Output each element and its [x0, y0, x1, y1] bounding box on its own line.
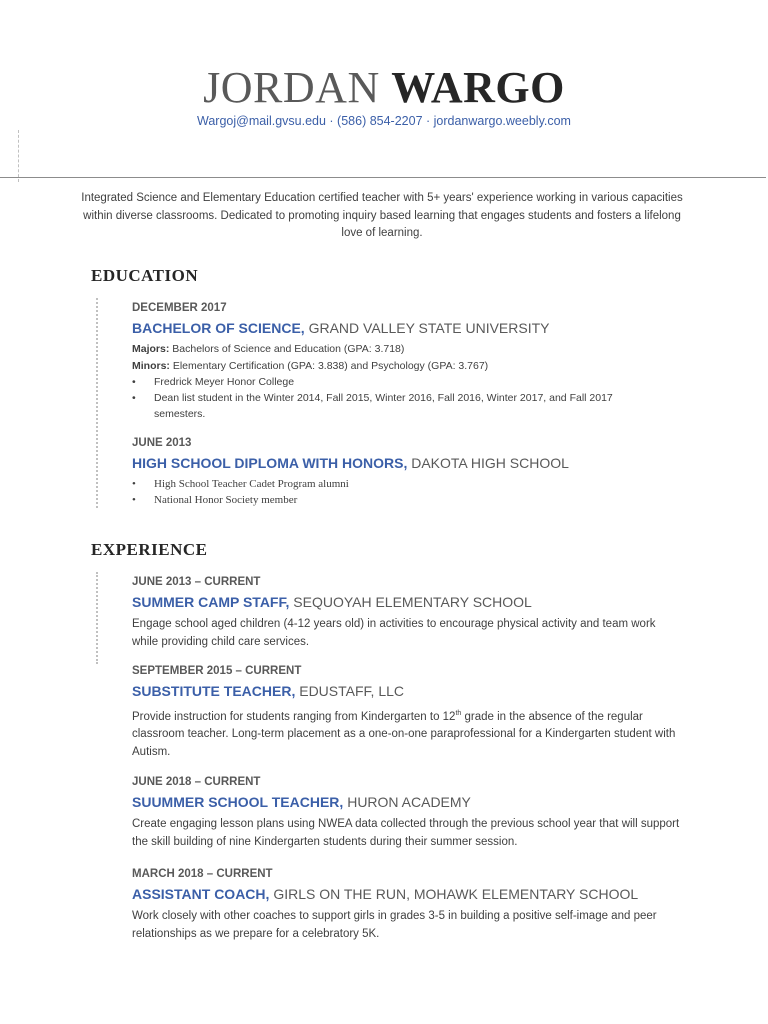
experience-entry — [132, 774, 680, 851]
summary-paragraph: Integrated Science and Elementary Education certified teacher with 5+ years' experience working in various capacities within diverse classrooms. Dedicated to promoting inquiry based learning that engages students and fosters a lifelong love of learning. — [81, 192, 683, 239]
entry-role: HIGH SCHOOL DIPLOMA WITH HONORS, — [132, 455, 408, 471]
education-entry-bachelor — [132, 300, 680, 422]
list-item: • Dean list student in the Winter 2014, Fall 2015, Winter 2016, Fall 2016, Winter 2017, and Fall 2017 semesters. — [154, 390, 634, 422]
entry-role: ASSISTANT COACH, — [132, 886, 270, 902]
entry-heading — [132, 318, 680, 338]
ordinal-suffix: th — [455, 710, 462, 717]
entry-heading — [132, 453, 680, 473]
entry-date: SEPTEMBER 2015 – CURRENT — [132, 665, 302, 677]
list-item: • Fredrick Meyer Honor College — [154, 374, 634, 390]
minors-label: Minors: — [132, 359, 170, 372]
desc-part: grade in the absence of the regular classroom teacher. Long-term placement as a one-on-one paraprofessional for a Kindergarten student with Autism. — [132, 710, 676, 758]
experience-entry — [132, 663, 680, 761]
majors-value: Bachelors of Science and Education (GPA: 3.718) — [172, 343, 405, 355]
experience-timeline — [96, 572, 98, 664]
entry-description: Engage school aged children (4-12 years old) in activities to encourage physical activity and team work while providing child care services. — [132, 618, 656, 648]
majors-label: Majors: — [132, 343, 170, 355]
entry-date: JUNE 2018 – CURRENT — [132, 776, 261, 788]
entry-heading — [132, 681, 680, 701]
minors-value: Elementary Certification (GPA: 3.838) and Psychology (GPA: 3.767) — [172, 359, 489, 372]
entry-heading — [132, 884, 680, 904]
header-divider — [0, 177, 766, 178]
entry-org: HURON ACADEMY — [347, 794, 471, 810]
last-name: WARGO — [391, 63, 565, 112]
education-timeline — [96, 298, 98, 508]
education-entry-highschool — [132, 435, 680, 508]
entry-description — [132, 705, 680, 761]
entry-org: GIRLS ON THE RUN, MOHAWK ELEMENTARY SCHOOL — [273, 886, 639, 902]
entry-heading — [132, 592, 680, 612]
entry-role: SUUMMER SCHOOL TEACHER, — [132, 794, 344, 810]
entry-org: EDUSTAFF, LLC — [299, 683, 404, 699]
entry-heading — [132, 792, 680, 812]
entry-description: Create engaging lesson plans using NWEA data collected through the previous school year that will support the skill building of nine Kindergarten students during their summer session. — [132, 818, 680, 848]
entry-org: DAKOTA HIGH SCHOOL — [411, 455, 569, 471]
entry-role: BACHELOR OF SCIENCE, — [132, 320, 305, 336]
majors-line — [132, 341, 680, 358]
entry-date: JUNE 2013 – CURRENT — [132, 576, 261, 588]
entry-role: SUBSTITUTE TEACHER, — [132, 683, 296, 699]
list-item: • High School Teacher Cadet Program alumni — [154, 476, 680, 492]
desc-part: Provide instruction for students ranging from Kindergarten to 12 — [132, 710, 456, 723]
entry-date: MARCH 2018 – CURRENT — [132, 868, 273, 880]
list-item: • National Honor Society member — [154, 492, 680, 508]
entry-date: DECEMBER 2017 — [132, 302, 227, 314]
experience-entry — [132, 866, 680, 943]
margin-guide — [18, 130, 19, 182]
entry-date: JUNE 2013 — [132, 437, 192, 449]
entry-description: Work closely with other coaches to support girls in grades 3-5 in building a positive self-image and peer relationships as we prepare for a celebratory 5K. — [132, 910, 657, 940]
candidate-name — [0, 62, 768, 114]
entry-org: SEQUOYAH ELEMENTARY SCHOOL — [293, 594, 532, 610]
bullet-list — [132, 476, 680, 508]
education-title: EDUCATION — [91, 266, 199, 285]
bullet-list — [132, 374, 634, 422]
experience-entry — [132, 574, 680, 651]
contact-line: Wargoj@mail.gvsu.edu · (586) 854-2207 · jordanwargo.weebly.com — [197, 114, 571, 128]
minors-line — [132, 358, 680, 375]
experience-title: EXPERIENCE — [91, 540, 208, 559]
first-name: JORDAN — [203, 63, 380, 112]
entry-org: GRAND VALLEY STATE UNIVERSITY — [308, 320, 550, 336]
entry-role: SUMMER CAMP STAFF, — [132, 594, 290, 610]
